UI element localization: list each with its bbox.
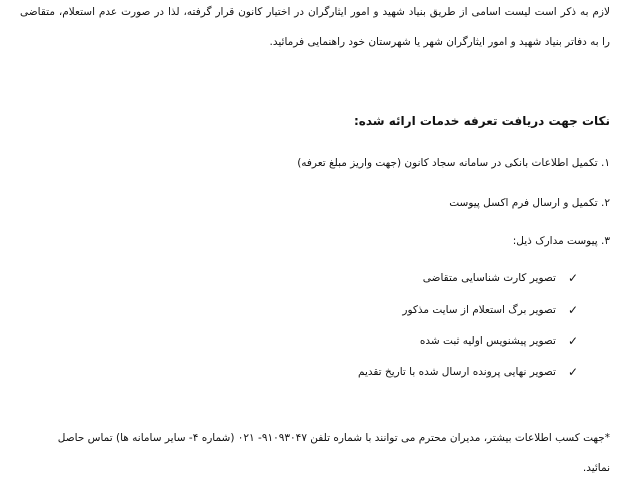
numbered-item-2: ۲. تکمیل و ارسال فرم اکسل پیوست	[449, 197, 610, 209]
checklist-item-label: تصویر پیشنویس اولیه ثبت شده	[419, 335, 556, 347]
footnote-line-2: نمائید.	[582, 462, 610, 474]
footnote-line-1: *جهت کسب اطلاعات بیشتر، مدیران محترم می توانند با شماره تلفن ۹۱۰۹۳۰۴۷- ۰۲۱ (شماره ۴- سایر سامانه ها) تماس حاصل	[57, 432, 610, 444]
checklist-item-label: تصویر نهایی پرونده ارسال شده با تاریخ تقدیم	[357, 366, 556, 378]
checklist-item	[420, 333, 578, 349]
checklist-item-label: تصویر کارت شناسایی متقاضی	[422, 272, 556, 284]
check-icon: ✓	[567, 271, 578, 285]
checklist-item	[358, 364, 578, 380]
check-icon: ✓	[567, 303, 578, 317]
numbered-item-3: ۳. پیوست مدارک ذیل:	[512, 235, 610, 247]
intro-line-1: لازم به ذکر است لیست اسامی از طریق بنیاد شهید و امور ایثارگران در اختیار کانون قرار گرفته، لذا در صورت عدم استعلام، متقاضی	[20, 6, 610, 18]
checklist-item	[423, 270, 578, 286]
check-icon: ✓	[567, 365, 578, 379]
checklist-item	[402, 302, 578, 318]
numbered-item-1: ۱. تکمیل اطلاعات بانکی در سامانه سجاد کانون (جهت واریز مبلغ تعرفه)	[297, 157, 610, 169]
section-heading: نکات جهت دریافت تعرفه خدمات ارائه شده:	[353, 114, 610, 128]
intro-line-2: را به دفاتر بنیاد شهید و امور ایثارگران شهر یا شهرستان خود راهنمایی فرمائید.	[269, 36, 610, 48]
checklist-item-label: تصویر برگ استعلام از سایت مذکور	[402, 304, 556, 316]
check-icon: ✓	[567, 334, 578, 348]
